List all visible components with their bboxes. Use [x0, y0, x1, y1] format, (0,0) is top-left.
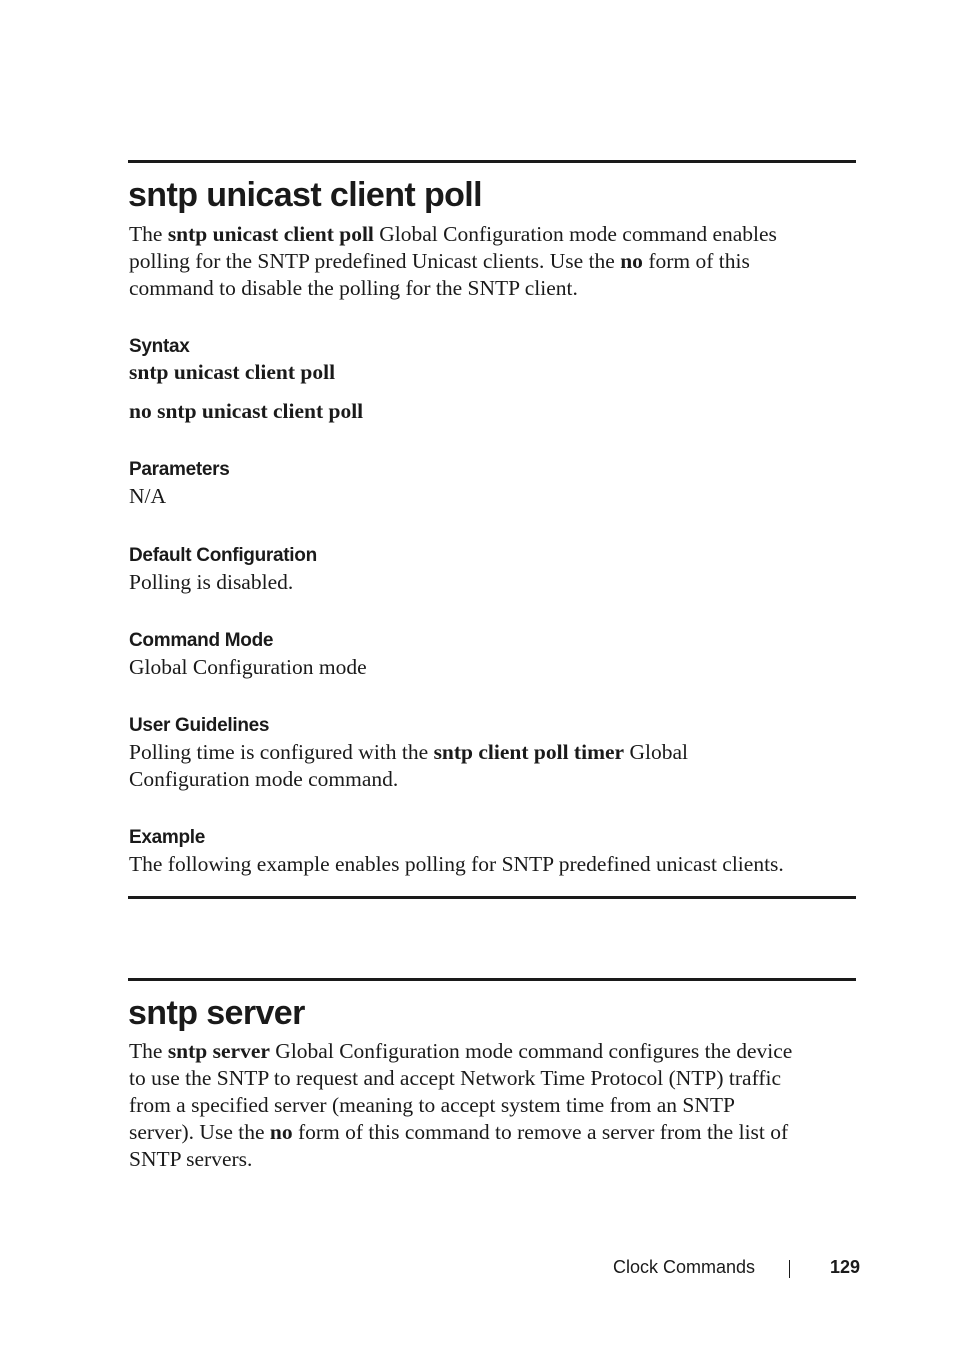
default-configuration-heading: Default Configuration [129, 545, 317, 566]
user-guidelines-text [129, 739, 859, 793]
intro-line: to use the SNTP to request and accept Network Time Protocol (NTP) traffic [129, 1066, 782, 1090]
section-bottom-rule [128, 896, 856, 899]
intro-line: server). Use the no form of this command to remove a server from the list of [129, 1120, 789, 1144]
footer-page-number: 129 [830, 1257, 861, 1277]
syntax-command-no: no sntp unicast client poll [129, 399, 364, 423]
example-text: The following example enables polling for SNTP predefined unicast clients. [129, 852, 784, 876]
command-mode-heading: Command Mode [129, 630, 274, 651]
intro-line: The sntp unicast client poll Global Configuration mode command enables [129, 222, 777, 246]
user-guidelines-heading: User Guidelines [129, 715, 270, 736]
section-top-rule [128, 160, 856, 163]
intro-line: polling for the SNTP predefined Unicast clients. Use the no form of this [129, 249, 750, 273]
section-title-sntp-server: sntp server [128, 994, 305, 1032]
section-title-sntp-unicast-client-poll: sntp unicast client poll [128, 176, 482, 214]
syntax-heading: Syntax [129, 336, 190, 357]
syntax-command: sntp unicast client poll [129, 360, 336, 384]
intro-line: from a specified server (meaning to accept system time from an SNTP [129, 1093, 735, 1117]
example-heading: Example [129, 827, 206, 848]
guidelines-line: Configuration mode command. [129, 767, 399, 791]
parameters-heading: Parameters [129, 459, 230, 480]
parameters-text: N/A [129, 484, 167, 508]
command-mode-text: Global Configuration mode [129, 655, 367, 679]
footer-chapter-title: Clock Commands [613, 1257, 756, 1277]
section-top-rule [128, 978, 856, 981]
intro-paragraph [129, 221, 859, 302]
guidelines-line: Polling time is configured with the sntp client poll timer Global [129, 740, 688, 764]
intro-paragraph [129, 1038, 859, 1173]
default-configuration-text: Polling is disabled. [129, 570, 294, 594]
footer-separator [789, 1260, 790, 1278]
intro-line: The sntp server Global Configuration mode command configures the device [129, 1039, 793, 1063]
intro-line: command to disable the polling for the SNTP client. [129, 276, 578, 300]
intro-line: SNTP servers. [129, 1147, 253, 1171]
